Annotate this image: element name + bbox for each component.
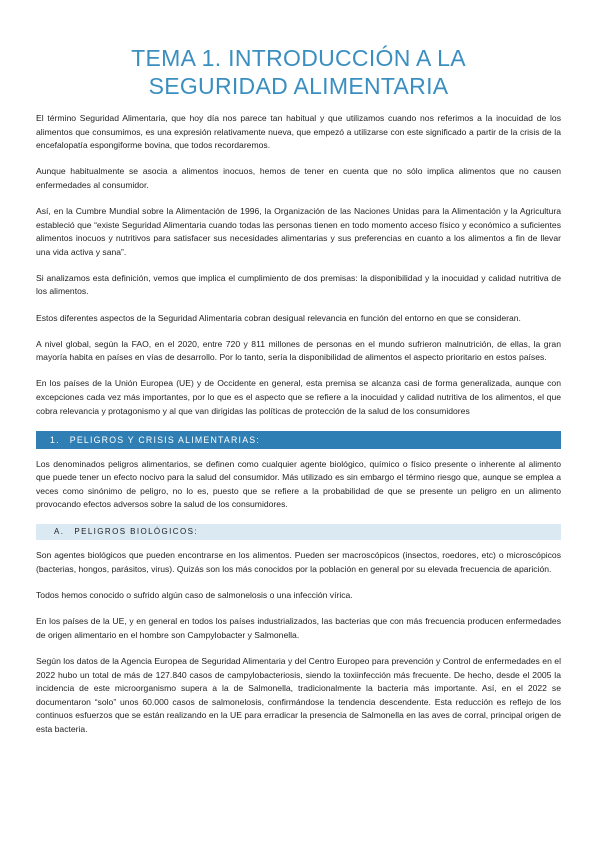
- title-line-2: SEGURIDAD ALIMENTARIA: [148, 73, 449, 99]
- intro-paragraph: El término Seguridad Alimentaria, que hoy día nos parece tan habitual y que utilizamos cuando nos referimos a la inocuidad de los alimentos que consumimos, es una expresión relativamente nueva, que empezó a utilizarse con este significado a partir de la crisis de la encefalopatía espongiforme bovina, que todos recordaremos.: [36, 113, 561, 151]
- section-number: 1.: [50, 434, 60, 445]
- section-heading-peligros: [36, 431, 561, 449]
- subsection-heading-biologicos: [36, 524, 561, 540]
- intro-paragraph: Si analizamos esta definición, vemos que implica el cumplimiento de dos premisas: la disponibilidad y la inocuidad y calidad nutritiva de los alimentos.: [36, 272, 561, 297]
- intro-paragraph: En los países de la Unión Europea (UE) y de Occidente en general, esta premisa se alcanza casi de forma generalizada, aunque con excepciones cada vez más importantes, por lo que es el aspecto que se refiere a la inocuidad y calidad nutritiva de los alimentos, el que cobra relevancia y protagonismo y al que van dirigidas las políticas de protección de la salud de los consumidores: [36, 378, 561, 416]
- intro-paragraph: Aunque habitualmente se asocia a alimentos inocuos, hemos de tener en cuenta que no sólo implica alimentos que no causen enfermedades al consumidor.: [36, 166, 561, 190]
- section-paragraph: Los denominados peligros alimentarios, se definen como cualquier agente biológico, químico o físico presente o inherente al alimento que puede tener un efecto nocivo para la salud del consumidor. Más utilizado es sin embargo el término riesgo que, aunque se emplea a veces como sinónimo de peligro, no lo es, puesto que se refiere a la probabilidad de que se presente un peligro en un alimento provocando efectos adversos sobre la salud de los consumidores.: [36, 458, 561, 510]
- subsection-paragraph: En los países de la UE, y en general en todos los países industrializados, las bacterias que con más frecuencia producen enfermedades de origen alimentario en el hombre son Campylobacter y Salmonella.: [36, 616, 561, 640]
- intro-paragraph: Así, en la Cumbre Mundial sobre la Alimentación de 1996, la Organización de las Naciones Unidas para la Alimentación y la Agricultura estableció que “existe Seguridad Alimentaria cuando todas las personas tienen en todo momento acceso físico y económico a suficientes alimentos inocuos y nutritivos para satisfacer sus necesidades alimentarias y sus preferencias en cuanto a los alimentos a fin de llevar una vida activa y sana”.: [36, 205, 561, 257]
- subsection-paragraph: Según los datos de la Agencia Europea de Seguridad Alimentaria y del Centro Europeo para prevención y Control de enfermedades en el 2022 hubo un total de más de 127.840 casos de campylobacteriosis, siendo la toxiinfección más frecuente. De hecho, desde el 2005 la incidencia de este microorganismo supera a la de Salmonella, tradicionalmente la bacteria más importante. Así, en el 2022 se documentaron “solo” unos 60.000 casos de salmonelosis, confirmándose la tendencia descendente. Esta reducción es reflejo de los continuos esfuerzos que se están realizando en la UE para erradicar la presencia de Salmonella en las aves de corral, principal origen de esta bacteria.: [36, 655, 561, 734]
- intro-paragraph: A nivel global, según la FAO, en el 2020, entre 720 y 811 millones de personas en el mundo sufrieron malnutrición, de ellas, la gran mayoría habita en países en vías de desarrollo. Por lo tanto, sería la disponibilidad de alimentos el aspecto prioritario en estos países.: [36, 338, 561, 363]
- document-body: [36, 112, 561, 737]
- subsection-paragraph: Son agentes biológicos que pueden encontrarse en los alimentos. Pueden ser macroscópicos (insectos, roedores, etc) o microscópicos (bacterias, hongos, parásitos, virus). Quizás son los más conocidos por la población en general por su elevada frecuencia de aparición.: [36, 550, 561, 575]
- section-heading-text: PELIGROS Y CRISIS ALIMENTARIAS:: [69, 434, 260, 445]
- intro-paragraph: Estos diferentes aspectos de la Seguridad Alimentaria cobran desigual relevancia en función del entorno en que se consideran.: [36, 312, 521, 323]
- page-title: [36, 0, 561, 100]
- title-line-1: TEMA 1. INTRODUCCIÓN A LA: [131, 45, 466, 71]
- subsection-paragraph: Todos hemos conocido o sufrido algún caso de salmonelosis o una infección vírica.: [36, 590, 353, 601]
- subsection-heading-text: PELIGROS BIOLÓGICOS:: [74, 527, 198, 537]
- subsection-letter: A.: [54, 527, 65, 537]
